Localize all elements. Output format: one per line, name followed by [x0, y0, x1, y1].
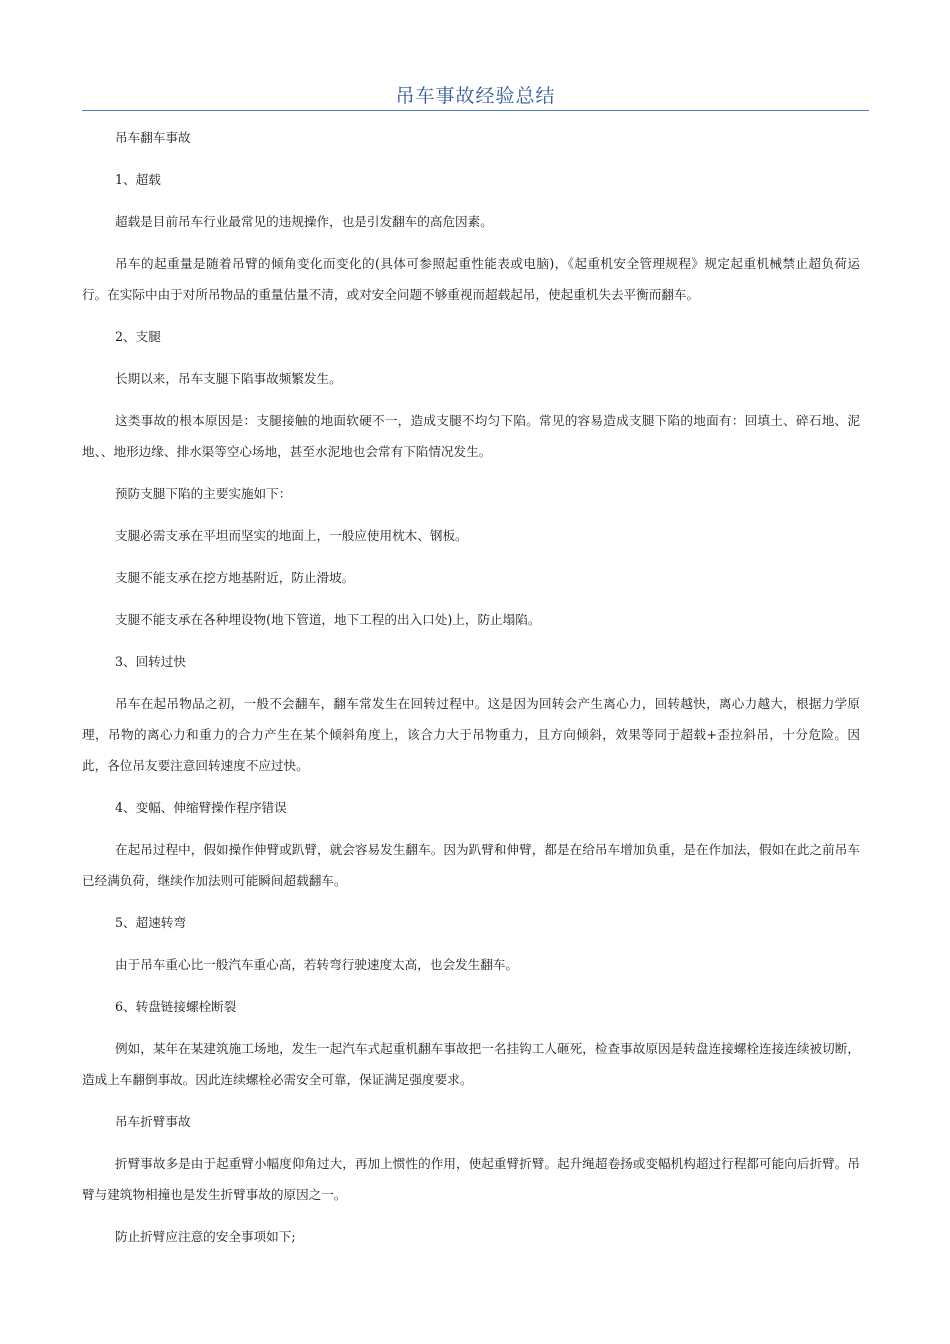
paragraph: 支腿不能支承在挖方地基附近，防止滑坡。	[115, 570, 355, 585]
paragraph: 6、转盘链接螺栓断裂	[115, 999, 237, 1014]
paragraph: 3、回转过快	[115, 654, 186, 669]
title-underline	[82, 110, 869, 111]
paragraph: 吊车翻车事故	[115, 130, 191, 145]
paragraph: 吊车折臂事故	[115, 1114, 191, 1129]
paragraph: 例如，某年在某建筑施工场地，发生一起汽车式起重机翻车事故把一名挂钩工人砸死，检查事故原因是转盘连接螺栓连接连续被切断，造成上车翻倒事故。因此连续螺栓必需安全可靠，保证满足强度要求。	[82, 1041, 860, 1087]
paragraph: 1、超载	[115, 172, 161, 187]
paragraph: 折臂事故多是由于起重臂小幅度仰角过大，再加上惯性的作用，使起重臂折臂。起升绳超卷扬或变幅机构超过行程都可能向后折臂。吊臂与建筑物相撞也是发生折臂事故的原因之一。	[82, 1156, 860, 1202]
document-body	[82, 122, 860, 1263]
paragraph: 4、变幅、伸缩臂操作程序错误	[115, 800, 287, 815]
paragraph: 由于吊车重心比一般汽车重心高，若转弯行驶速度太高，也会发生翻车。	[115, 957, 518, 972]
paragraph: 吊车在起吊物品之初，一般不会翻车，翻车常发生在回转过程中。这是因为回转会产生离心力，回转越快，离心力越大，根据力学原理，吊物的离心力和重力的合力产生在某个倾斜角度上，该合力大于吊物重力，且方向倾斜，效果等同于超载+歪拉斜吊，十分危险。因此，各位吊友要注意回转速度不应过快。	[82, 696, 860, 773]
document-title: 吊车事故经验总结	[395, 85, 556, 107]
paragraph: 长期以来，吊车支腿下陷事故频繁发生。	[115, 371, 342, 386]
paragraph: 防止折臂应注意的安全事项如下;	[115, 1229, 296, 1244]
paragraph: 2、支腿	[115, 329, 161, 344]
paragraph: 在起吊过程中，假如操作伸臂或趴臂，就会容易发生翻车。因为趴臂和伸臂，都是在给吊车增加负重，是在作加法，假如在此之前吊车已经满负荷，继续作加法则可能瞬间超载翻车。	[82, 842, 860, 888]
paragraph: 这类事故的根本原因是：支腿接触的地面软硬不一，造成支腿不均匀下陷。常见的容易造成支腿下陷的地面有：回填土、碎石地、泥地、、地形边缘、排水渠等空心场地，甚至水泥地也会常有下陷情况发生。	[82, 413, 860, 459]
paragraph: 5、超速转弯	[115, 915, 186, 930]
paragraph: 超载是目前吊车行业最常见的违规操作，也是引发翻车的高危因素。	[115, 214, 493, 229]
paragraph: 支腿不能支承在各种埋设物(地下管道，地下工程的出入口处)上，防止塌陷。	[115, 612, 541, 627]
paragraph: 吊车的起重量是随着吊臂的倾角变化而变化的(具体可参照起重性能表或电脑)，《起重机安全管理规程》规定起重机械禁止超负荷运行。在实际中由于对所吊物品的重量估量不清，或对安全问题不够重视而超载起吊，使起重机失去平衡而翻车。	[82, 256, 860, 302]
paragraph: 支腿必需支承在平坦而坚实的地面上，一般应使用枕木、钢板。	[115, 528, 468, 543]
paragraph: 预防支腿下陷的主要实施如下：	[115, 486, 292, 501]
